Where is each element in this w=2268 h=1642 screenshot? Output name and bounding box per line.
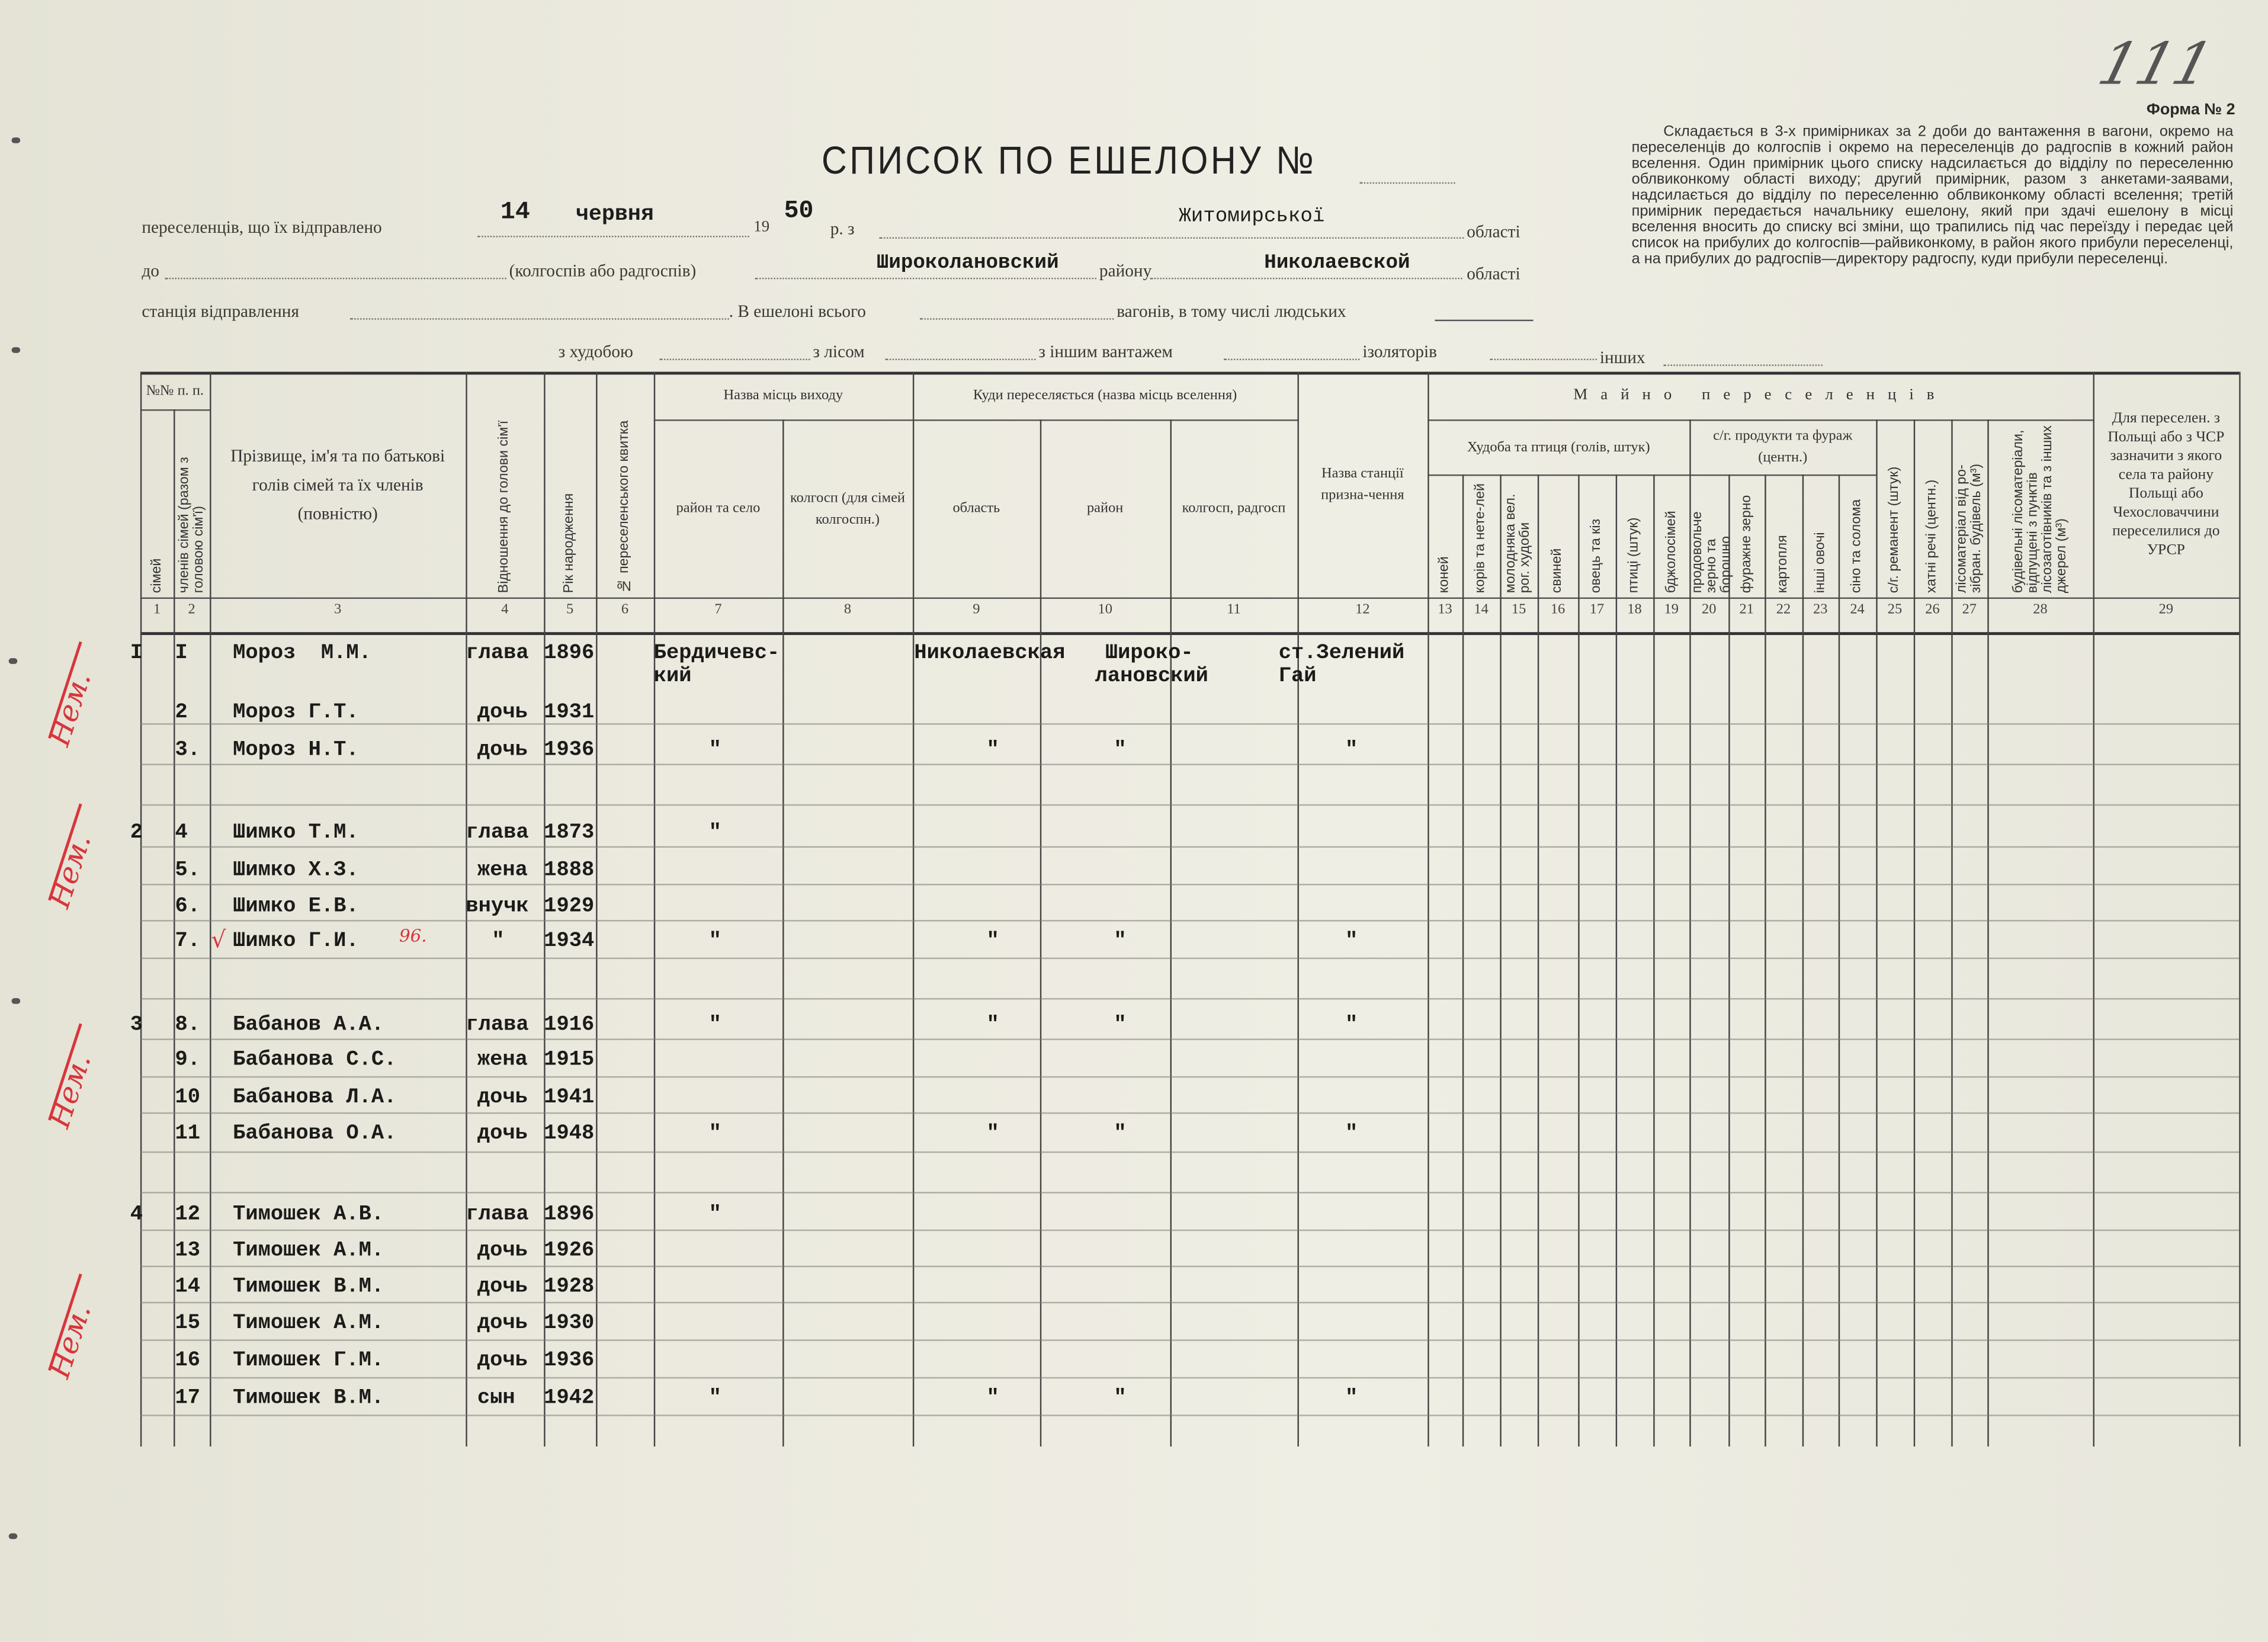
- column-header-c3: [211, 374, 464, 594]
- day-value: 14: [500, 199, 530, 227]
- group-rule-origin: [654, 419, 1298, 421]
- cell-station: ст.Зелений Гай: [1278, 642, 1405, 689]
- row-divider: [140, 1302, 2239, 1303]
- cell-name: Шимко Г.И.: [233, 930, 359, 954]
- column-header-c18: [1617, 477, 1652, 595]
- column-number: 9: [973, 601, 980, 618]
- punch-hole: [12, 347, 21, 353]
- cell-member: 14: [175, 1275, 200, 1299]
- cell-relation: дочь: [477, 1311, 528, 1335]
- district-to-value: Широколановский: [876, 251, 1059, 275]
- total-line: [920, 318, 1114, 319]
- column-number-rule: [140, 632, 2239, 635]
- handwritten-family-note: Нем.: [41, 829, 98, 912]
- other-label: інших: [1599, 347, 1645, 368]
- cell-origin: ": [708, 822, 721, 845]
- district-line: [755, 278, 1096, 279]
- cell-born: 1873: [544, 822, 595, 845]
- cell-relation: дочь: [477, 701, 528, 725]
- column-header-s20: [1691, 422, 1875, 472]
- column-number: 8: [843, 601, 852, 618]
- column-header-c19: [1655, 477, 1688, 595]
- column-header-label: молодняка вел. рог. худоби: [1503, 493, 1534, 594]
- column-number: 16: [1550, 601, 1566, 618]
- cell-relation: дочь: [477, 1239, 528, 1263]
- cell-relation: глава: [466, 1014, 529, 1037]
- cell-name: Шимко Т.М.: [233, 822, 359, 845]
- cell-relation: дочь: [477, 1086, 528, 1110]
- column-header-c22: [1766, 477, 1801, 595]
- cell-born: 1931: [544, 701, 595, 725]
- cell-relation: глава: [466, 822, 529, 845]
- column-header-c16: [1539, 477, 1576, 595]
- cell-born: 1930: [544, 1311, 595, 1335]
- column-header-c12: [1299, 374, 1426, 594]
- sent-label: переселенців, що їх відправлено: [142, 217, 382, 238]
- cell-district: Широко- лановский: [1095, 642, 1208, 689]
- cell-origin: Бердичевс- кий: [653, 642, 780, 689]
- cell-name: Тимошек А.М.: [233, 1239, 384, 1263]
- column-header-c7: [655, 422, 781, 595]
- echelon-number-line: [1359, 182, 1455, 184]
- column-number: 15: [1511, 601, 1526, 618]
- cell-station: ": [1345, 1387, 1358, 1410]
- cell-born: 1926: [544, 1239, 595, 1263]
- column-header-c14: [1464, 477, 1499, 595]
- column-header-label: Назва місць виходу: [723, 387, 843, 404]
- cell-member: I: [175, 642, 188, 666]
- cell-oblast: Николаевская: [914, 642, 1066, 666]
- group-rule-property: [1427, 419, 2093, 421]
- column-header-s13: [1429, 422, 1688, 472]
- cell-name: Шимко Х.З.: [233, 859, 359, 883]
- column-header-c2: [175, 412, 208, 595]
- column-header-label: Назва станції призна-чення: [1321, 466, 1404, 503]
- kolhosp-line: [165, 278, 506, 279]
- cell-member: 17: [175, 1387, 200, 1410]
- column-header-label: будівельні лісоматеріали, відпущені з пунктів лісозаготівників та з інших джерел (м³): [2010, 425, 2070, 594]
- cell-member: 15: [175, 1311, 200, 1335]
- row-divider: [140, 1038, 2239, 1040]
- column-header-label: область: [952, 500, 1000, 517]
- cell-relation: внучк: [466, 895, 529, 919]
- cell-name: Мороз М.М.: [233, 642, 371, 666]
- column-header-label: хатні речі (центн.): [1923, 479, 1940, 594]
- cell-origin: ": [708, 1122, 721, 1146]
- punch-hole: [12, 998, 21, 1004]
- column-number: 23: [1813, 601, 1828, 618]
- column-header-c10: [1041, 422, 1169, 595]
- row-divider: [140, 1230, 2239, 1231]
- oblast-to-value: Николаевской: [1264, 251, 1410, 275]
- handwritten-family-note: Нем.: [41, 667, 98, 751]
- check-mark: √: [211, 925, 226, 954]
- column-header-c25: [1878, 422, 1913, 595]
- column-header-label: Прізвище, ім'я та по батькові голів сімей та їх членів (повністю): [230, 445, 445, 524]
- cell-member: 6.: [175, 895, 200, 919]
- column-divider: [1616, 474, 1617, 1447]
- cell-name: Бабанова О.А.: [233, 1122, 397, 1146]
- column-header-label: Відношення до голови сім'ї: [496, 420, 512, 594]
- cell-born: 1916: [544, 1014, 595, 1037]
- column-header-label: Для переселен. з Польщі або з ЧСР зазначити з якого села та району Польщі або Чехословаччини переселилися до УРСР: [2107, 411, 2225, 559]
- column-number: 26: [1925, 601, 1940, 618]
- punch-hole: [9, 658, 18, 664]
- oblast-to-line: [1150, 278, 1462, 279]
- cell-name: Тимошек А.В.: [233, 1203, 384, 1227]
- cell-origin: ": [708, 930, 721, 954]
- column-divider: [1839, 474, 1840, 1447]
- cell-relation: дочь: [477, 739, 528, 762]
- cell-member: 11: [175, 1122, 200, 1146]
- column-number: 18: [1627, 601, 1642, 618]
- column-header-c27: [1953, 422, 1986, 595]
- cell-member: 7.: [175, 930, 200, 954]
- cell-district: ": [1114, 1014, 1127, 1037]
- cell-oblast: ": [986, 1387, 999, 1410]
- column-number: 14: [1474, 601, 1489, 618]
- column-header-c23: [1804, 477, 1837, 595]
- column-number: 6: [621, 601, 629, 618]
- row-divider: [140, 1076, 2239, 1077]
- cell-relation: жена: [477, 1048, 528, 1072]
- column-number: 21: [1739, 601, 1754, 618]
- cell-name: Бабанова С.С.: [233, 1048, 397, 1072]
- column-number: 22: [1776, 601, 1791, 618]
- column-header-c13: [1429, 477, 1461, 595]
- column-number: 19: [1664, 601, 1679, 618]
- oblast-from-value: Житомирської: [1179, 205, 1325, 229]
- page-title: СПИСОК ПО ЕШЕЛОНУ №: [822, 139, 1317, 182]
- column-header-c21: [1730, 477, 1763, 595]
- cell-relation: дочь: [477, 1275, 528, 1299]
- cell-family: 2: [130, 822, 143, 845]
- to-label: до: [142, 260, 159, 281]
- cell-district: ": [1114, 1122, 1127, 1146]
- cell-relation: дочь: [477, 1122, 528, 1146]
- column-header-c24: [1840, 477, 1875, 595]
- cell-member: 13: [175, 1239, 200, 1263]
- column-header-c5: [546, 374, 595, 594]
- station-label: станція відправлення: [142, 300, 299, 322]
- column-header-label: членів сімей (разом з головою сім'ї): [175, 457, 206, 594]
- cell-name: Мороз Н.Т.: [233, 739, 359, 762]
- cargo-line: [1224, 359, 1360, 360]
- column-number: 17: [1589, 601, 1605, 618]
- cell-oblast: ": [986, 739, 999, 762]
- cell-oblast: ": [986, 1014, 999, 1037]
- column-divider: [1500, 474, 1501, 1447]
- column-header-c6: [598, 374, 653, 594]
- row7-note: 96.: [399, 925, 427, 947]
- cell-station: ": [1345, 930, 1358, 954]
- cell-born: 1896: [544, 1203, 595, 1227]
- column-divider: [1462, 474, 1464, 1447]
- column-divider: [1765, 474, 1766, 1447]
- column-header-label: колгосп (для сімей колгоспн.): [790, 489, 906, 528]
- from-label: р. з: [830, 218, 855, 239]
- form-number: Форма № 2: [2146, 101, 2235, 119]
- row-divider: [140, 1339, 2239, 1340]
- people-line: [1435, 320, 1533, 321]
- column-header-label: птиці (штук): [1625, 517, 1642, 594]
- cell-born: 1942: [544, 1387, 595, 1410]
- column-divider: [1802, 474, 1804, 1447]
- cell-born: 1888: [544, 859, 595, 883]
- column-header-label: фуражне зерно: [1738, 495, 1754, 594]
- cell-relation: дочь: [477, 1349, 528, 1373]
- cell-station: ": [1345, 1122, 1358, 1146]
- handwritten-family-note: Нем.: [41, 1049, 98, 1132]
- column-header-label: коней: [1436, 556, 1452, 594]
- cell-origin: ": [708, 739, 721, 762]
- cattle-line: [660, 359, 810, 360]
- row-divider: [140, 723, 2239, 724]
- oblast-label-2: області: [1467, 263, 1520, 284]
- cell-born: 1948: [544, 1122, 595, 1146]
- cell-origin: ": [708, 1203, 721, 1227]
- column-number: 4: [501, 601, 509, 618]
- column-header-label: №№ п. п.: [146, 382, 204, 399]
- cell-born: 1928: [544, 1275, 595, 1299]
- cell-name: Бабанова Л.А.: [233, 1086, 397, 1110]
- column-header-c28: [1989, 422, 2091, 595]
- cell-member: 16: [175, 1349, 200, 1373]
- isolators-label: ізоляторів: [1362, 341, 1438, 362]
- column-header-g13: [1429, 374, 2091, 416]
- cell-member: 4: [175, 822, 188, 845]
- cell-station: ": [1345, 739, 1358, 762]
- column-number: 13: [1438, 601, 1452, 618]
- wood-line: [886, 359, 1036, 360]
- cell-family: 4: [130, 1203, 143, 1227]
- district-label: району: [1099, 260, 1152, 281]
- cell-relation: сын: [477, 1387, 515, 1410]
- row-divider: [140, 958, 2239, 959]
- row-divider: [140, 998, 2239, 999]
- cell-name: Тимошек А.М.: [233, 1311, 384, 1335]
- year-prefix: 19: [753, 218, 770, 236]
- cell-member: 2: [175, 701, 188, 725]
- cell-born: 1934: [544, 930, 595, 954]
- column-number: 11: [1227, 601, 1241, 618]
- instructions-text: Складається в 3-х примірниках за 2 доби до вантаження в вагони, окремо на переселенців до колгоспів і окремо на переселенців до радгоспів в кожний район вселення. Один примірник цього списку надсилається до відділу по переселенню облвиконкому області виходу; другий примірник, разом з анкетами-заявами, надсилається до відділу по переселенню облвиконкому області вселення; третій примірник передається начальнику ешелону, який при здачі ешелону в місці вселення вносить до списку всі зміни, що трапились під час переїзду і передає цей список на прибулих до колгоспів—райвиконкому, в район якого прибули переселенці, а на прибулих до радгоспів—директору радгоспу, куди прибули переселенці.: [1631, 124, 2234, 268]
- column-header-c29: [2094, 374, 2238, 594]
- cargo-label: з іншим вантажем: [1038, 341, 1173, 362]
- column-header-c20: [1689, 477, 1734, 595]
- cell-born: 1896: [544, 642, 595, 666]
- wood-label: з лісом: [813, 341, 865, 362]
- cell-member: 9.: [175, 1048, 200, 1072]
- cell-origin: ": [708, 1014, 721, 1037]
- cattle-label: з худобою: [558, 341, 633, 362]
- cell-born: 1941: [544, 1086, 595, 1110]
- month-value: червня: [575, 202, 654, 227]
- cell-born: 1929: [544, 895, 595, 919]
- column-header-label: Майно переселенців: [1573, 386, 1948, 404]
- column-number: 27: [1962, 601, 1977, 618]
- cell-member: 8.: [175, 1014, 200, 1037]
- column-header-c9: [914, 422, 1038, 595]
- column-number: 29: [2158, 601, 2174, 618]
- wagons-label: вагонів, в тому числі людських: [1117, 300, 1346, 322]
- column-number: 3: [334, 601, 342, 618]
- column-header-label: свиней: [1549, 548, 1566, 594]
- column-number: 1: [153, 601, 161, 618]
- column-header-c4: [467, 374, 543, 594]
- oblast-from-line: [880, 237, 1464, 238]
- column-header-label: район: [1086, 500, 1124, 517]
- cell-name: Тимошек В.М.: [233, 1275, 384, 1299]
- column-number: 28: [2033, 601, 2048, 618]
- column-header-c8: [784, 422, 912, 595]
- punch-hole: [9, 1534, 18, 1540]
- cell-district: ": [1114, 930, 1127, 954]
- column-header-label: продовольче зерно та борошно: [1689, 511, 1734, 594]
- isolators-line: [1490, 359, 1597, 360]
- column-header-g1: [142, 374, 208, 406]
- column-header-g7: [655, 374, 911, 416]
- column-header-c1: [142, 412, 172, 595]
- cell-member: 3.: [175, 739, 200, 762]
- column-number: 24: [1850, 601, 1865, 618]
- column-header-label: колгосп, радгосп: [1182, 500, 1286, 517]
- column-header-label: овець та кіз: [1588, 518, 1605, 594]
- cell-member: 5.: [175, 859, 200, 883]
- cell-oblast: ": [986, 930, 999, 954]
- column-divider: [1728, 474, 1730, 1447]
- column-divider: [1653, 474, 1654, 1447]
- column-number: 20: [1702, 601, 1717, 618]
- column-header-c17: [1580, 477, 1615, 595]
- column-divider: [2239, 372, 2240, 1447]
- column-header-g9: [914, 374, 1296, 416]
- row-divider: [140, 804, 2239, 806]
- column-header-label: район та село: [676, 500, 761, 517]
- cell-member: 12: [175, 1203, 200, 1227]
- cell-born: 1936: [544, 739, 595, 762]
- row-divider: [140, 764, 2239, 765]
- column-number: 25: [1887, 601, 1903, 618]
- row-divider: [140, 920, 2239, 921]
- row-divider: [140, 846, 2239, 848]
- cell-relation: ": [492, 930, 505, 954]
- column-header-label: Рік народження: [561, 493, 578, 594]
- cell-relation: жена: [477, 859, 528, 883]
- row-divider: [140, 1377, 2239, 1378]
- row-divider: [140, 1112, 2239, 1114]
- cell-member: 10: [175, 1086, 200, 1110]
- column-header-label: № переселенського квитка: [616, 420, 633, 594]
- row-divider: [140, 1415, 2239, 1416]
- column-header-label: картопля: [1775, 535, 1791, 594]
- column-number: 2: [188, 601, 195, 618]
- row-divider: [140, 1192, 2239, 1193]
- column-header-label: бджолосімей: [1663, 511, 1679, 594]
- cell-born: 1915: [544, 1048, 595, 1072]
- column-header-label: с/г. продукти та фураж (центн.): [1713, 428, 1853, 466]
- column-header-c26: [1915, 422, 1950, 595]
- cell-born: 1936: [544, 1349, 595, 1373]
- station-line: [350, 318, 729, 319]
- cell-district: ": [1114, 1387, 1127, 1410]
- handwritten-family-note: Нем.: [41, 1300, 98, 1383]
- column-number: 10: [1098, 601, 1112, 618]
- cell-name: Тимошек В.М.: [233, 1387, 384, 1410]
- column-header-label: інші овочі: [1811, 532, 1828, 594]
- oblast-label-1: області: [1467, 221, 1520, 242]
- column-header-label: сіно та солома: [1848, 499, 1865, 594]
- subgroup-rule: [1427, 474, 1876, 476]
- cell-name: Шимко Е.В.: [233, 895, 359, 919]
- cell-name: Мороз Г.Т.: [233, 701, 359, 725]
- column-header-label: сімей: [148, 558, 165, 594]
- cell-family: I: [130, 642, 143, 666]
- handwritten-page-number: 111: [2091, 31, 2220, 99]
- cell-origin: ": [708, 1387, 721, 1410]
- other-line: [1663, 364, 1823, 365]
- column-number: 7: [714, 601, 722, 618]
- cell-relation: глава: [466, 1203, 529, 1227]
- column-header-c11: [1172, 422, 1296, 595]
- column-header-label: Худоба та птиця (голів, штук): [1467, 439, 1650, 456]
- total-label: . В ешелоні всього: [729, 300, 866, 322]
- punch-hole: [12, 137, 21, 143]
- column-header-label: Куди переселяється (назва місць вселення): [973, 387, 1237, 404]
- column-number: 5: [566, 601, 574, 618]
- column-divider: [1578, 474, 1579, 1447]
- cell-relation: глава: [466, 642, 529, 666]
- column-header-label: лісоматеріал від ро-зібран. будівель (м³): [1953, 463, 1984, 594]
- kolhosp-label: (колгоспів або радгоспів): [509, 260, 697, 281]
- cell-name: Тимошек Г.М.: [233, 1349, 384, 1373]
- column-header-label: корів та нете-лей: [1472, 483, 1489, 594]
- cell-family: 3: [130, 1014, 143, 1037]
- column-header-label: с/г. реманент (штук): [1886, 466, 1903, 594]
- cell-name: Бабанов А.А.: [233, 1014, 384, 1037]
- column-divider: [1538, 474, 1539, 1447]
- cell-district: ": [1114, 739, 1127, 762]
- row-divider: [140, 884, 2239, 885]
- year-value: 50: [784, 198, 814, 226]
- cell-station: ": [1345, 1014, 1358, 1037]
- row-divider: [140, 1266, 2239, 1267]
- cell-oblast: ": [986, 1122, 999, 1146]
- date-line: [477, 236, 749, 237]
- row-divider: [140, 1152, 2239, 1153]
- header-bottom-rule: [140, 598, 2239, 599]
- column-header-c15: [1502, 477, 1536, 595]
- column-number: 12: [1355, 601, 1370, 618]
